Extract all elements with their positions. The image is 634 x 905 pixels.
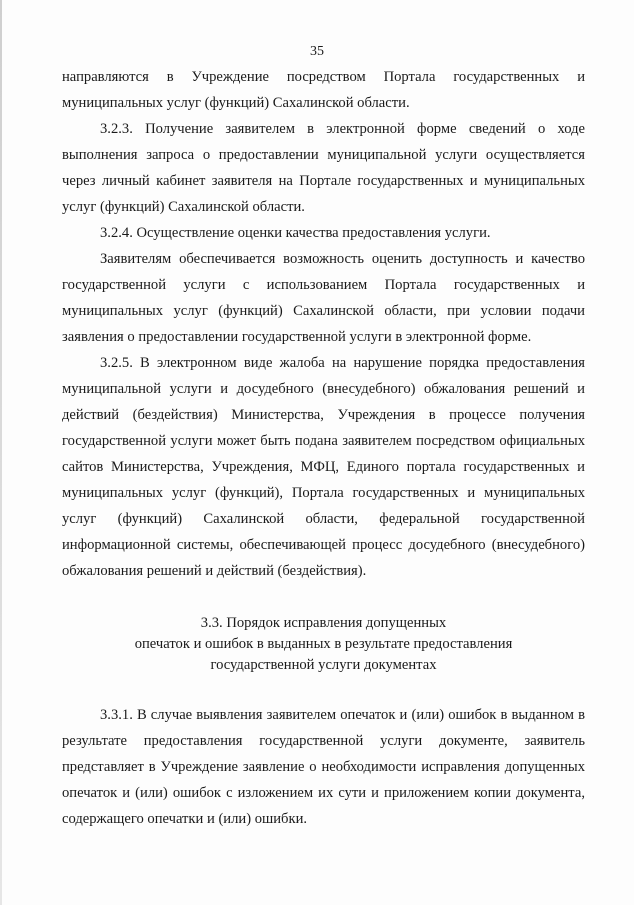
- page-number: 35: [310, 44, 324, 59]
- paragraph-3-3-1: 3.3.1. В случае выявления заявителем опечаток и (или) ошибок в выданном в результате предоставления государственной услуги документе, заявитель представляет в Учреждение заявление о необходимости исправления допущенных опечаток и (или) ошибок с изложением их сути и приложением копии документа, содержащего опечатки и (или) ошибки.: [62, 707, 585, 827]
- document-body: [62, 64, 585, 832]
- paragraph-3-2-3: 3.2.3. Получение заявителем в электронной форме сведений о ходе выполнения запроса о предоставлении муниципальной услуги осуществляется через личный кабинет заявителя на Портале государственных и муниципальных услуг (функций) Сахалинской области.: [62, 121, 585, 215]
- heading-line: опечаток и ошибок в выданных в результате предоставления: [134, 636, 513, 652]
- paragraph-quality-assessment: Заявителям обеспечивается возможность оценить доступность и качество государственной услуги с использованием Портала государственных и муниципальных услуг (функций) Сахалинской области, при условии подачи заявления о предоставлении государственной услуги в электронной форме.: [62, 251, 585, 345]
- paragraph-3-2-4: 3.2.4. Осуществление оценки качества предоставления услуги.: [100, 225, 491, 241]
- heading-line: 3.3. Порядок исправления допущенных: [200, 615, 447, 631]
- page-edge: [0, 0, 2, 905]
- heading-line: государственной услуги документах: [210, 657, 437, 673]
- section-heading-3-3: [62, 613, 585, 676]
- paragraph-continuation: направляются в Учреждение посредством Портала государственных и муниципальных услуг (функций) Сахалинской области.: [62, 69, 585, 111]
- paragraph-3-2-5: 3.2.5. В электронном виде жалоба на нарушение порядка предоставления муниципальной услуги и досудебного (внесудебного) обжалования решений и действий (бездействия) Министерства, Учреждения в процессе получения государственной услуги может быть подана заявителем посредством официальных сайтов Министерства, Учреждения, МФЦ, Единого портала государственных и муниципальных услуг (функций), Портала государственных и муниципальных услуг (функций) Сахалинской области, федеральной государственной информационной системы, обеспечивающей процесс досудебного (внесудебного) обжалования решений и действий (бездействия).: [62, 355, 585, 579]
